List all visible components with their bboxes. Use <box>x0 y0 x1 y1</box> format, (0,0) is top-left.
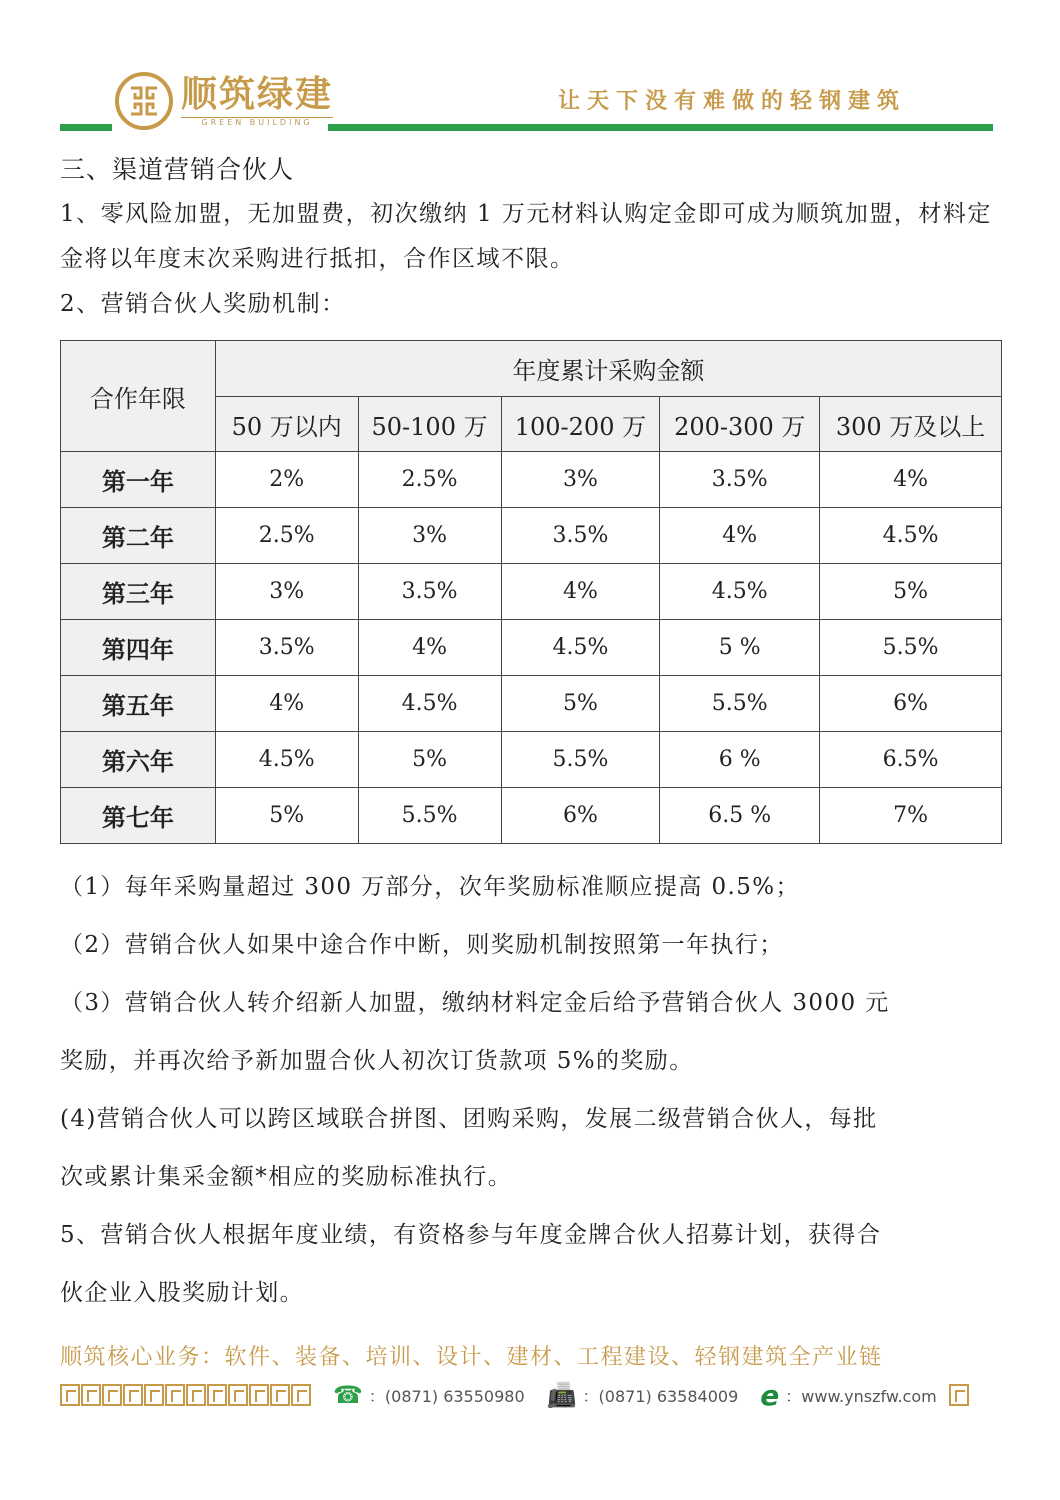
note-3-line-2: 奖励，并再次给予新加盟合伙人初次订货款项 5%的奖励。 <box>60 1048 694 1074</box>
intro-section <box>60 148 1002 327</box>
footer-end-pattern-icon <box>949 1384 969 1406</box>
rate-cell: 6% <box>501 788 660 844</box>
rate-cell: 2% <box>215 452 358 508</box>
year-cell: 第一年 <box>61 452 216 508</box>
brand-subtitle: GREEN BUILDING <box>181 117 333 127</box>
note-3-line-1: （3）营销合伙人转介绍新人加盟，缴纳材料定金后给予营销合伙人 3000 元 <box>60 990 890 1016</box>
rate-cell: 4.5% <box>215 732 358 788</box>
rate-cell: 5.5% <box>358 788 501 844</box>
rate-cell: 5% <box>820 564 1002 620</box>
rate-cell: 4% <box>501 564 660 620</box>
header-slogan: 让天下没有难做的轻钢建筑 <box>558 89 907 114</box>
website-url[interactable]: ：www.ynszfw.com <box>785 1386 937 1406</box>
paragraph-1: 1、零风险加盟，无加盟费，初次缴纳 1 万元材料认购定金即可成为顺筑加盟，材料定金将以年度末次采购进行抵扣，合作区域不限。 <box>60 201 992 272</box>
rate-cell: 4.5% <box>820 508 1002 564</box>
table-row <box>61 564 1002 620</box>
rate-cell: 6 % <box>660 732 820 788</box>
header-divider-right <box>328 124 993 131</box>
rate-cell: 5% <box>501 676 660 732</box>
section-title: 三、渠道营销合伙人 <box>60 155 295 184</box>
footer-business: 顺筑核心业务：软件、装备、培训、设计、建材、工程建设、轻钢建筑全产业链 <box>60 1345 883 1370</box>
rate-cell: 3.5% <box>358 564 501 620</box>
rate-cell: 3% <box>358 508 501 564</box>
column-header: 200-300 万 <box>660 397 820 452</box>
rate-cell: 5.5% <box>501 732 660 788</box>
rate-cell: 3.5% <box>660 452 820 508</box>
fax-number: ：(0871) 63584009 <box>582 1386 739 1406</box>
rate-cell: 6% <box>820 676 1002 732</box>
table-row <box>61 676 1002 732</box>
table-row <box>61 452 1002 508</box>
page-header <box>0 0 1060 140</box>
logo-emblem-icon <box>115 72 173 130</box>
footer-website[interactable] <box>760 1379 936 1412</box>
fax-icon: 📠 <box>546 1381 577 1409</box>
group-header: 年度累计采购金额 <box>215 341 1001 397</box>
rate-cell: 4% <box>820 452 1002 508</box>
note-5-line-1: 5、营销合伙人根据年度业绩，有资格参与年度金牌合伙人招募计划，获得合 <box>60 1222 882 1248</box>
rate-cell: 5 % <box>660 620 820 676</box>
column-header: 100-200 万 <box>501 397 660 452</box>
rate-cell: 7% <box>820 788 1002 844</box>
note-5-line-2: 伙企业入股奖励计划。 <box>60 1280 304 1306</box>
header-divider-left <box>60 124 112 131</box>
reward-rate-table <box>60 340 1002 844</box>
column-header: 50 万以内 <box>215 397 358 452</box>
table-row <box>61 732 1002 788</box>
table-row <box>61 788 1002 844</box>
rate-cell: 5% <box>215 788 358 844</box>
brand-logo <box>115 72 333 130</box>
year-cell: 第五年 <box>61 676 216 732</box>
rate-cell: 4.5% <box>660 564 820 620</box>
column-header: 300 万及以上 <box>820 397 1002 452</box>
rate-cell: 4.5% <box>501 620 660 676</box>
rate-cell: 5% <box>358 732 501 788</box>
note-4-line-1: (4)营销合伙人可以跨区域联合拼图、团购采购，发展二级营销合伙人，每批 <box>60 1106 878 1132</box>
rate-cell: 4.5% <box>358 676 501 732</box>
rate-cell: 5.5% <box>660 676 820 732</box>
rate-cell: 6.5% <box>820 732 1002 788</box>
footer-phone <box>333 1381 525 1409</box>
year-cell: 第六年 <box>61 732 216 788</box>
rate-cell: 4% <box>215 676 358 732</box>
column-header: 50-100 万 <box>358 397 501 452</box>
footer-contact-row <box>60 1378 990 1412</box>
brand-name: 顺筑绿建 <box>181 74 334 115</box>
browser-e-icon: e <box>760 1378 780 1412</box>
rate-cell: 3.5% <box>215 620 358 676</box>
notes-section <box>60 858 1002 1322</box>
footer-pattern <box>60 1384 311 1406</box>
telephone-icon: ☎ <box>333 1381 363 1409</box>
note-2: （2）营销合伙人如果中途合作中断，则奖励机制按照第一年执行； <box>60 932 784 958</box>
rate-cell: 6.5 % <box>660 788 820 844</box>
year-cell: 第七年 <box>61 788 216 844</box>
rate-cell: 4% <box>660 508 820 564</box>
rate-cell: 3.5% <box>501 508 660 564</box>
year-cell: 第三年 <box>61 564 216 620</box>
rate-cell: 4% <box>358 620 501 676</box>
rate-cell: 5.5% <box>820 620 1002 676</box>
rate-cell: 3% <box>215 564 358 620</box>
paragraph-2: 2、营销合伙人奖励机制： <box>60 291 346 317</box>
rate-cell: 2.5% <box>215 508 358 564</box>
footer-fax <box>547 1381 739 1409</box>
year-cell: 第二年 <box>61 508 216 564</box>
note-4-line-2: 次或累计集采金额*相应的奖励标准执行。 <box>60 1164 513 1190</box>
note-1: （1）每年采购量超过 300 万部分，次年奖励标准顺应提高 0.5%； <box>60 874 800 900</box>
table-row <box>61 620 1002 676</box>
row-header: 合作年限 <box>61 341 216 452</box>
phone-number: ：(0871) 63550980 <box>368 1386 525 1406</box>
rate-cell: 3% <box>501 452 660 508</box>
table-row <box>61 508 1002 564</box>
rate-cell: 2.5% <box>358 452 501 508</box>
year-cell: 第四年 <box>61 620 216 676</box>
